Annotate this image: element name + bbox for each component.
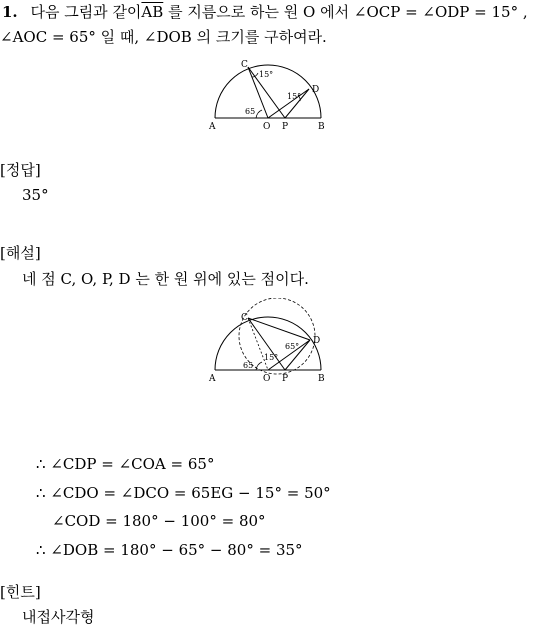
problem-number: 1. [2,3,18,21]
answer-value: 35° [22,186,49,204]
angle-65-label: 65 [243,361,254,370]
angle-aoc-label: 65 [245,107,256,116]
label-d: D [313,336,321,346]
angle-ocp-label: 15° [259,70,274,79]
equation-4 [36,543,303,558]
angle-aoc-arc [256,362,262,370]
label-c: C [241,313,248,323]
equation-text: ∠DOB = 180° − 65° − 80° = 35° [50,541,303,559]
angle-15-label: 15° [264,353,279,362]
explanation-header: [해설] [0,244,41,262]
problem-text-pre: 다음 그림과 같이 [30,3,142,21]
equation-2 [36,486,331,501]
label-a: A [209,374,216,384]
label-p: P [282,374,289,384]
label-b: B [318,122,325,132]
therefore-symbol: ∴ [36,484,51,502]
equation-text: ∠CDP = ∠COA = 65° [50,455,215,473]
label-o: O [263,374,271,384]
equation-text: ∠COD = 180° − 100° = 80° [52,512,266,530]
angle-odp-label: 15° [287,92,302,101]
explanation-text: 네 점 C, O, P, D 는 한 원 위에 있는 점이다. [22,270,309,288]
segment-ab: $\overline{AB}$ [141,3,164,21]
segment-cd [248,318,310,340]
label-b: B [318,374,325,384]
equation-3 [52,514,266,529]
hint-text: 내접사각형 [22,608,95,626]
figure-1-diagram [200,55,340,135]
label-c: C [241,60,248,70]
therefore-symbol: ∴ [36,541,51,559]
hint-header: [힌트] [0,583,41,601]
answer-header: [정답] [0,161,41,179]
angle-aoc-arc [256,110,262,118]
label-d: D [312,85,320,95]
equation-text: ∠CDO = ∠DCO = 65EG − 15° = 50° [50,484,331,502]
label-a: A [209,122,216,132]
problem-line-1 [2,5,528,20]
problem-text-post: 를 지름으로 하는 원 O 에서 ∠OCP = ∠ODP = 15° , [168,3,528,21]
equation-1 [36,457,214,472]
angle-65b-label: 65° [285,342,300,351]
problem-line-2: ∠AOC = 65° 일 때, ∠DOB 의 크기를 구하여라. [0,28,327,46]
figure-2-diagram [200,298,340,388]
therefore-symbol: ∴ [36,455,51,473]
label-p: P [282,122,289,132]
label-o: O [263,122,271,132]
